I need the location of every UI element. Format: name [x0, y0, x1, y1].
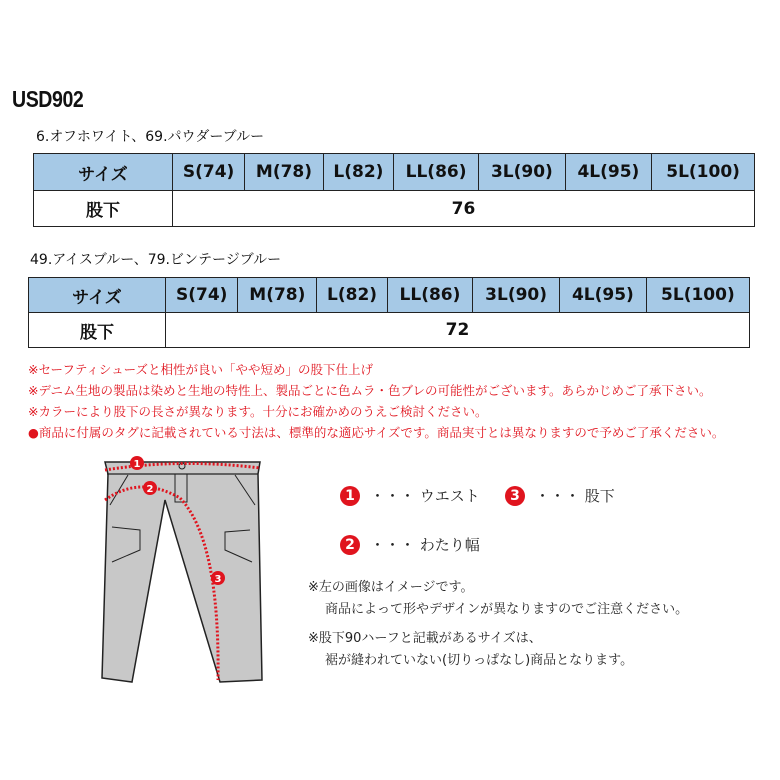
size-cell: M(78) — [245, 154, 324, 191]
number-badge: 1 — [340, 486, 360, 506]
size-cell: 4L(95) — [565, 154, 652, 191]
number-badge: 3 — [505, 486, 525, 506]
remark: 商品によって形やデザインが異なりますのでご注意ください。 — [325, 602, 689, 617]
marker-1: 1 — [133, 459, 141, 470]
size-cell: M(78) — [238, 278, 317, 313]
size-cell: LL(86) — [394, 154, 479, 191]
inseam-value: 72 — [166, 313, 750, 348]
remark: ※股下90ハーフと記載があるサイズは、 — [308, 631, 542, 646]
remark: 裾が縫われていない(切りっぱなし)商品となります。 — [325, 653, 634, 668]
product-code: USD902 — [12, 86, 84, 112]
legend-label: ・・・ ウエスト — [370, 487, 480, 505]
size-table-2 — [28, 277, 750, 348]
inseam-value: 76 — [173, 191, 755, 227]
remark: ※左の画像はイメージです。 — [308, 580, 474, 595]
marker-2: 2 — [146, 484, 154, 495]
row-label: 股下 — [29, 313, 166, 348]
row-label: 股下 — [34, 191, 173, 227]
legend-label: ・・・ 股下 — [535, 487, 615, 505]
size-cell: 3L(90) — [479, 154, 566, 191]
size-cell: S(74) — [173, 154, 245, 191]
pants-illustration — [100, 450, 270, 685]
legend-thigh — [340, 534, 480, 555]
note: ※セーフティシューズと相性が良い「やや短め」の股下仕上げ — [28, 362, 373, 377]
legend-inseam — [505, 485, 615, 506]
size-cell: L(82) — [323, 154, 393, 191]
header-label: サイズ — [29, 278, 166, 313]
table1-caption: 6.オフホワイト、69.パウダーブルー — [36, 129, 265, 145]
table2-caption: 49.アイスブルー、79.ビンテージブルー — [30, 252, 282, 268]
legend-label: ・・・ わたり幅 — [370, 536, 480, 554]
size-cell: 5L(100) — [646, 278, 749, 313]
size-cell: 3L(90) — [473, 278, 560, 313]
number-badge: 2 — [340, 535, 360, 555]
legend-waist — [340, 485, 480, 506]
size-cell: 4L(95) — [560, 278, 647, 313]
size-cell: S(74) — [166, 278, 238, 313]
size-cell: L(82) — [317, 278, 387, 313]
note: ※カラーにより股下の長さが異なります。十分にお確かめのうえご検討ください。 — [28, 404, 488, 419]
note: ●商品に付属のタグに記載されている寸法は、標準的な適応サイズです。商品実寸とは異なりますので予めご了承ください。 — [28, 425, 725, 440]
size-table-1 — [33, 153, 755, 227]
header-label: サイズ — [34, 154, 173, 191]
marker-3: 3 — [214, 574, 222, 585]
size-cell: LL(86) — [387, 278, 472, 313]
note: ※デニム生地の製品は染めと生地の特性上、製品ごとに色ムラ・色ブレの可能性がございます。あらかじめご了承下さい。 — [28, 383, 712, 398]
size-cell: 5L(100) — [652, 154, 755, 191]
